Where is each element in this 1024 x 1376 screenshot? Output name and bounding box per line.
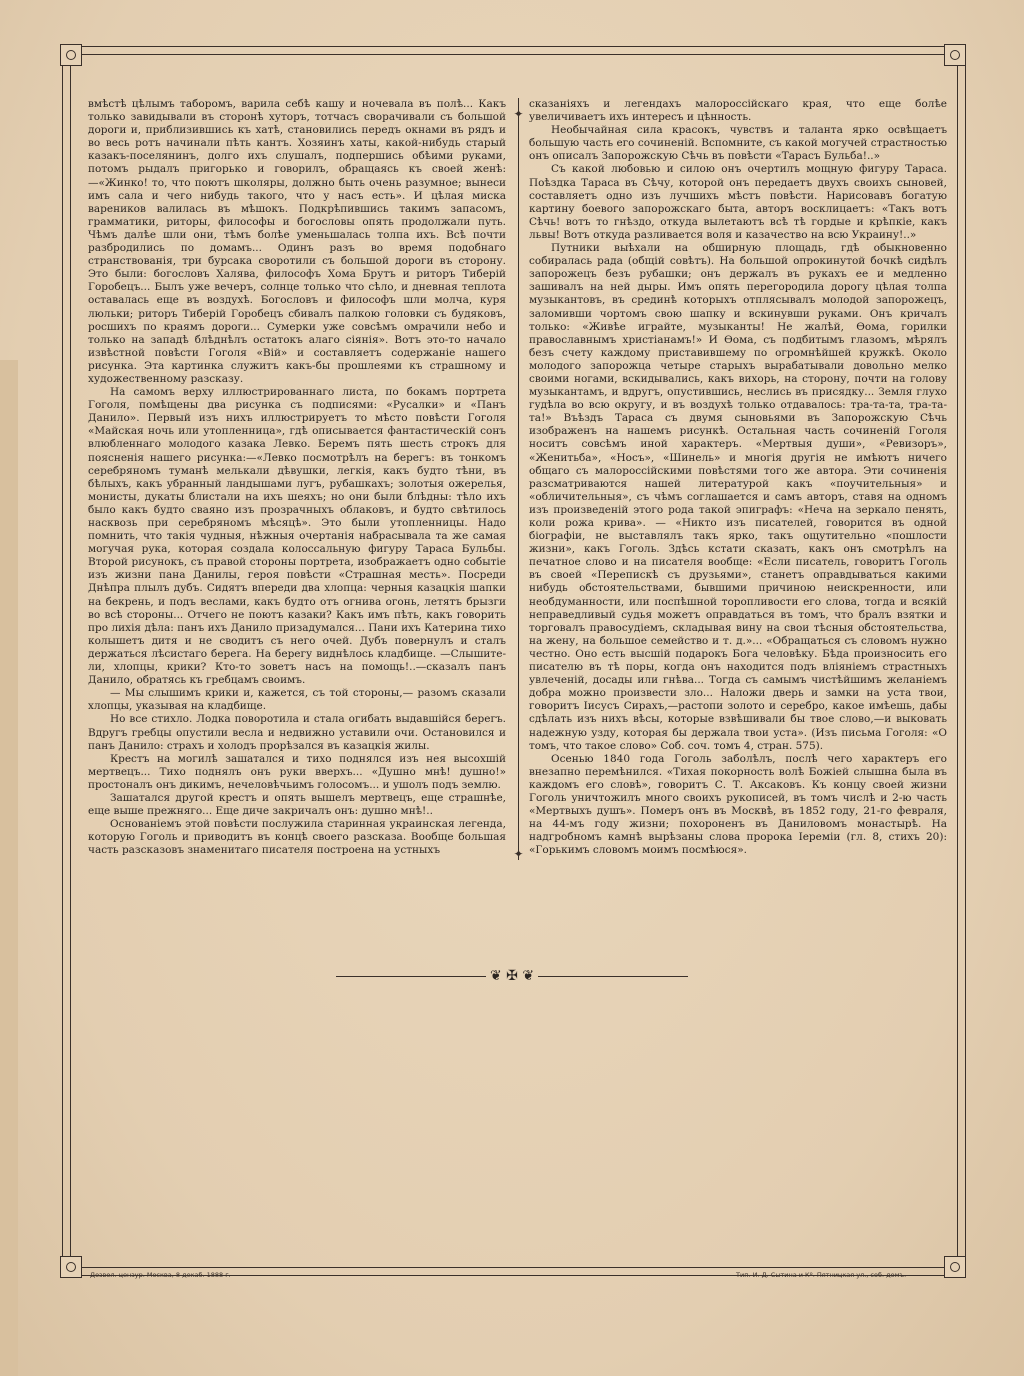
divider-ornament-icon: ✦ [513,107,524,121]
ornament-rule [538,976,688,977]
ornament-rule [336,976,486,977]
paragraph: сказаніяхъ и легендахъ малороссійскаго края, что еще болѣе увеличиваетъ ихъ интересъ и цѣнность. [529,98,947,124]
flourish-icon: ❦ ✠ ❦ [489,968,535,984]
column-divider [518,98,519,860]
divider-ornament-icon: ✦ [513,847,524,861]
paragraph: Путники выѣхали на обширную площадь, гдѣ обыкновенно собиралась рада (общій совѣтъ). На большой опрокинутой бочкѣ сидѣлъ запорожецъ безъ рубашки; онъ держалъ въ рукахъ ее и медленно зашивалъ на ней дыры. Имъ опять перегородила дорогу цѣлая толпа музыкантовъ, въ срединѣ которыхъ отплясывалъ молодой запорожецъ, заломивши чортомъ свою шапку и вскинувши руками. Онъ кричалъ только: «Живѣе играйте, музыканты! Не жалѣй, Ѳома, горилки православнымъ христіанамъ!» И Ѳома, съ подбитымъ глазомъ, мѣрялъ безъ счету каждому приставившему по огромнѣйшей кружкѣ. Около молодого запорожца четыре старыхъ вырабатывали довольно мелко своими ногами, вскидывались, какъ вихорь, на сторону, почти на голову музыкантамъ, и вдругъ, опустившись, неслись въ присядку... Земля глухо гудѣла во всю округу, и въ воздухѣ только отдавалось: тра-та-та, тра-та-та!» Въѣздъ Тараса съ двумя сыновьями въ Запорожскую Сѣчь изображенъ на нашемъ рисункѣ. Остальная часть сочиненій Гоголя носитъ совсѣмъ иной характеръ. «Мертвыя души», «Ревизоръ», «Женитьба», «Носъ», «Шинель» и многія другія не имѣютъ ничего общаго съ малороссійскими повѣстями того же автора. Эти сочиненія разсматриваются нашей литературой какъ «поучительныя» и «обличительныя», съ чѣмъ соглашается и самъ авторъ, ставя на одномъ изъ произведеній этого рода такой эпиграфъ: «Неча на зеркало пенять, коли рожа крива». — «Никто изъ писателей, говорится въ одной біографіи, не выставлялъ такъ ярко, такъ ощутительно «пошлости жизни», какъ Гоголь. Здѣсь кстати сказать, какъ онъ смотрѣлъ на печатное слово и на писателя вообще: «Если писатель, говоритъ Гоголь въ своей «Перепискѣ съ друзьями», станетъ оправдываться какими нибудь обстоятельствами, бывшими причиною неискренности, или необдуманности, или поспѣшной торопливости его слова, тогда и всякій неправедливый судья можетъ оправдаться въ томъ, что бралъ взятки и торговалъ правосудіемъ, складывая вину на свои тѣсныя обстоятельства, на жену, на большое семейство и т. д.»... «Обращаться съ словомъ нужно честно. Оно есть высшій подарокъ Бога человѣку. Бѣда произносить его писателю въ тѣ поры, когда онъ находится подъ вліяніемъ страстныхъ увлеченій, досады или гнѣва... Тогда съ самымъ чистѣйшимъ желаніемъ добра можно произвести зло... Наложи дверь и замки на уста твои, говоритъ Іисусъ Сирахъ,—растопи золото и серебро, какое имѣешь, дабы сдѣлать изъ нихъ вѣсы, которые взвѣшивали бы твое слово,—и выковать надежную узду, которая бы держала твои уста». (Изъ письма Гоголя: «О томъ, что такое слово» Соб. соч. томъ 4, стран. 575). [529,242,947,752]
paragraph: вмѣстѣ цѣлымъ таборомъ, варила себѣ кашу и ночевала въ полѣ... Какъ только завидывали въ сторонѣ хуторъ, тотчасъ сворачивали съ большой дороги и, приблизившись къ хатѣ, становились передъ окнами въ рядъ и во весь ротъ начинали пѣть кантъ. Хозяинъ хаты, какой-нибудь старый казакъ-поселянинъ, долго ихъ слушалъ, подпершись обѣими руками, потомъ рыдалъ пригорько и говорилъ, обращаясь къ своей женѣ: —«Жинко! то, что поютъ школяры, должно быть очень разумное; вынеси имъ сала и чего нибудь такого, что у насъ есть». И цѣлая миска вареников валилась въ мѣшокъ. Подкрѣпившись такимъ запасомъ, грамматики, риторы, философы и богословы опять продолжали путь. Чѣмъ далѣе шли они, тѣмъ болѣе уменьшалась толпа ихъ. Всѣ почти разбродились по домамъ... Одинъ разъ во время подобнаго странствованія, три бурсака своротили съ большой дороги въ сторону. Это были: богословъ Халява, философъ Хома Брутъ и риторъ Тиберій Горобецъ... Былъ уже вечеръ, солнце только что сѣло, и дневная теплота оставалась еще въ воздухѣ. Богословъ и философъ шли молча, куря люльки; риторъ Тиберій Горобецъ сбивалъ палкою головки съ будяковъ, росшихъ по краямъ дороги... Сумерки уже совсѣмъ омрачили небо и только на западѣ блѣднѣлъ остатокъ алаго сіянія». Вотъ это-то начало извѣстной повѣсти Гоголя «Вій» и составляетъ содержаніе нашего рисунка. Эта картинка служитъ какъ-бы прошлеями къ страшному и художественному разсказу. [88,98,506,385]
paragraph: Съ какой любовью и силою онъ очертилъ мощную фигуру Тараса. Поѣздка Тараса въ Сѣчу, которой онъ передаетъ двухъ своихъ сыновей, составляетъ одно изъ лучшихъ мѣстъ повѣсти. Нарисовавъ богатую картину боевого запорожскаго быта, авторъ восклицаетъ: «Такъ вотъ Сѣчь! вотъ то гнѣздо, откуда вылетаютъ всѣ тѣ гордые и крѣпкіе, какъ львы! Вотъ откуда разливается воля и казачество на всю Украину!..» [529,163,947,241]
paragraph: Осенью 1840 года Гоголь заболѣлъ, послѣ чего характеръ его внезапно перемѣнился. «Тихая покорность волѣ Божіей слышна была въ каждомъ его словѣ», говоритъ С. Т. Аксаковъ. Къ концу своей жизни Гоголь уничтожилъ много своихъ рукописей, въ томъ числѣ и 2-ю часть «Мертвыхъ душъ». Померъ онъ въ Москвѣ, въ 1852 году, 21-го февраля, на 44-мъ году жизни; похороненъ въ Даниловомъ монастырѣ. На надгробномъ камнѣ вырѣзаны слова пророка Іереміи (гл. 8, стихъ 20): «Горькимъ словомъ моимъ посмѣюся». [529,752,947,857]
end-ornament [336,966,688,986]
paragraph: Необычайная сила красокъ, чувствъ и таланта ярко освѣщаетъ большую часть его сочиненій. Вспомните, съ какой могучей страстностью онъ описалъ Запорожскую Сѣчь въ повѣсти «Тарасъ Бульба!..» [529,124,947,163]
corner-ornament-top-left [60,44,82,66]
paragraph: На самомъ верху иллюстрированнаго листа, по бокамъ портрета Гоголя, помѣщены два рисунка съ подписями: «Русалки» и «Панъ Данило». Первый изъ нихъ иллюстрируетъ то мѣсто повѣсти Гоголя «Майская ночь или утопленница», гдѣ описывается фантастическій сонъ влюбленнаго молодого казака Левко. Беремъ пять шесть строкъ для поясненія нашего рисунка:—«Левко посмотрѣлъ на берегъ: въ тонкомъ серебряномъ туманѣ мелькали дѣвушки, легкія, какъ будто тѣни, въ бѣлыхъ, какъ убранный ландышами лугъ, рубашкахъ; золотыя ожерелья, мониcты, дукаты блистали на ихъ шеяхъ; но они были блѣдны: тѣло ихъ было какъ будто сваяно изъ прозрачныхъ облаковъ, и будто свѣтилось насквозь при серебряномъ мѣсяцѣ». Это были утопленницы. Надо помнить, что такія чудныя, нѣжныя очертанія набрасывала та же самая могучая рука, которая создала колоссальную фигуру Тараса Бульбы. Второй рисунокъ, съ правой стороны портрета, изображаетъ одно событіе изъ жизни пана Данилы, героя повѣсти «Страшная месть». Посреди Днѣпра плылъ дубъ. Сидятъ впереди два хлопца: черныя казацкія шапки на бекрень, и подъ веслами, какъ будто отъ огнива огонь, летятъ брызги во всѣ стороны... Отчего не поютъ казаки? Какъ имъ пѣть, какъ говорить про лихія дѣла: панъ ихъ Данило призадумался... Пани ихъ Катерина тихо колышетъ дитя и не сводитъ съ него очей. Дубъ повернулъ и сталъ держаться лѣсистаго берега. На берегу виднѣлось кладбище. —Слышите-ли, хлопцы, крики? Кто-то зоветъ насъ на помощь!..—сказалъ панъ Данило, обратясь къ гребцамъ своимъ. [88,386,506,687]
printer-imprint: Тип. И. Д. Сытина и Кº. Пятницкая ул., соб. домъ. [736,1271,907,1279]
corner-ornament-top-right [944,44,966,66]
censorship-imprint: Дозвол. цензур. Москва, 8 декаб. 1888 г. [90,1271,231,1279]
corner-ornament-bottom-left [60,1256,82,1278]
text-column-left [88,98,506,857]
paragraph: Но все стихло. Лодка поворотила и стала огибать выдавшійся берегъ. Вдругъ гребцы опустили весла и недвижно уставили очи. Остановился и панъ Данило: страхъ и холодъ прорѣзался въ казацкія жилы. [88,713,506,752]
paragraph: Крестъ на могилѣ зашатался и тихо поднялся изъ нея высохшій мертвецъ... Тихо поднялъ онъ руки вверхъ... «Душно мнѣ! душно!» простоналъ онъ дикимъ, нечеловѣчьимъ голосомъ... и ушолъ подъ землю. [88,752,506,791]
corner-ornament-bottom-right [944,1256,966,1278]
paragraph: Основаніемъ этой повѣсти послужила старинная украинская легенда, которую Гоголь и приводитъ въ концѣ своего разсказа. Вообще большая часть разсказовъ знаменитаго писателя построена на устныхъ [88,818,506,857]
page-edge-shadow [0,360,18,1376]
paragraph: — Мы слышимъ крики и, кажется, съ той стороны,— разомъ сказали хлопцы, указывая на кладбище. [88,687,506,713]
paragraph: Зашатался другой крестъ и опять вышелъ мертвецъ, еще страшнѣе, еще выше прежняго... Еще диче закричалъ онъ: душно мнѣ!.. [88,791,506,818]
text-column-right [529,98,947,857]
